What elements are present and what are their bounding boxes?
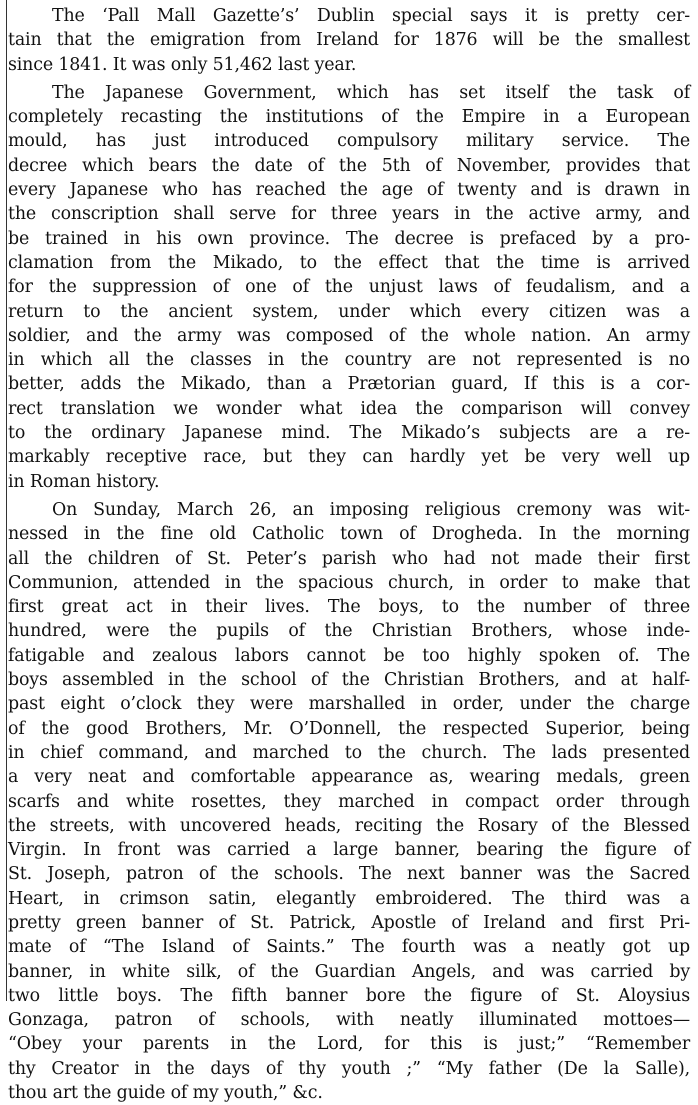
text-line: thou art the guide of my youth,” &c.	[8, 1083, 323, 1104]
text-line: St. Joseph, patron of the schools. The next banner was the Sacred	[8, 864, 690, 885]
paragraph	[8, 4, 690, 77]
text-line: the conscription shall serve for three years in the active army, and	[8, 204, 690, 225]
text-line: “Obey your parents in the Lord, for this is just;” “Remember	[8, 1034, 690, 1055]
text-line: the streets, with uncovered heads, reciting the Rosary of the Blessed	[8, 815, 690, 836]
text-line: for the suppression of one of the unjust laws of feudalism, and a	[8, 277, 690, 298]
text-line: two little boys. The fifth banner bore the figure of St. Aloysius	[8, 985, 690, 1006]
text-line: nessed in the fine old Catholic town of Drogheda. In the morning	[8, 524, 690, 545]
text-line: thy Creator in the days of thy youth ;” “My father (De la Salle),	[8, 1058, 690, 1079]
text-line: a very neat and comfortable appearance as, wearing medals, green	[8, 767, 690, 788]
text-line: pretty green banner of St. Patrick, Apostle of Ireland and first Pri-	[8, 912, 690, 933]
text-line: On Sunday, March 26, an imposing religious cremony was wit-	[52, 499, 690, 520]
text-line: in chief command, and marched to the church. The lads presented	[8, 742, 690, 763]
text-line: boys assembled in the school of the Christian Brothers, and at half-	[8, 670, 690, 691]
column-rule	[6, 0, 7, 1001]
text-line: Gonzaga, patron of schools, with neatly illuminated mottoes—	[8, 1010, 690, 1031]
article-body	[8, 4, 690, 1105]
text-line: mould, has just introduced compulsory military service. The	[8, 131, 690, 152]
text-line: The ‘Pall Mall Gazette’s’ Dublin special says it is pretty cer-	[52, 6, 690, 26]
text-line: completely recasting the institutions of the Empire in a European	[8, 107, 690, 128]
text-line: in Roman history.	[8, 471, 160, 492]
text-line: Virgin. In front was carried a large banner, bearing the figure of	[8, 840, 690, 861]
text-line: past eight o’clock they were marshalled in order, under the charge	[8, 694, 690, 715]
text-line: scarfs and white rosettes, they marched in compact order through	[8, 791, 690, 812]
text-line: The Japanese Government, which has set itself the task of	[52, 82, 690, 103]
text-line: Heart, in crimson satin, elegantly embroidered. The third was a	[8, 888, 690, 909]
text-line: mate of “The Island of Saints.” The fourth was a neatly got up	[8, 937, 690, 958]
text-line: hundred, were the pupils of the Christian Brothers, whose inde-	[8, 621, 690, 642]
text-line: return to the ancient system, under which every citizen was a	[8, 301, 690, 322]
text-line: Communion, attended in the spacious church, in order to make that	[8, 572, 690, 593]
paragraph	[8, 81, 690, 494]
text-line: of the good Brothers, Mr. O’Donnell, the respected Superior, being	[8, 718, 690, 739]
text-line: better, adds the Mikado, than a Prætorian guard, If this is a cor-	[8, 374, 690, 395]
text-line: all the children of St. Peter’s parish who had not made their first	[8, 548, 690, 569]
text-line: in which all the classes in the country are not represented is no	[8, 350, 690, 371]
text-line: decree which bears the date of the 5th of November, provides that	[8, 155, 690, 176]
text-line: first great act in their lives. The boys, to the number of three	[8, 597, 690, 618]
text-line: rect translation we wonder what idea the comparison will convey	[8, 398, 690, 419]
text-line: markably receptive race, but they can hardly yet be very well up	[8, 447, 690, 468]
text-line: since 1841. It was only 51,462 last year.	[8, 54, 357, 75]
text-line: fatigable and zealous labors cannot be too highly spoken of. The	[8, 645, 690, 666]
text-line: be trained in his own province. The decree is prefaced by a pro-	[8, 228, 690, 249]
paragraph	[8, 498, 690, 1105]
text-line: every Japanese who has reached the age of twenty and is drawn in	[8, 180, 690, 201]
text-line: to the ordinary Japanese mind. The Mikado’s subjects are a re-	[8, 423, 690, 444]
text-line: banner, in white silk, of the Guardian Angels, and was carried by	[8, 961, 690, 982]
text-line: tain that the emigration from Ireland for 1876 will be the smallest	[8, 30, 690, 51]
text-line: soldier, and the army was composed of the whole nation. An army	[8, 325, 690, 346]
text-line: clamation from the Mikado, to the effect that the time is arrived	[8, 252, 690, 273]
